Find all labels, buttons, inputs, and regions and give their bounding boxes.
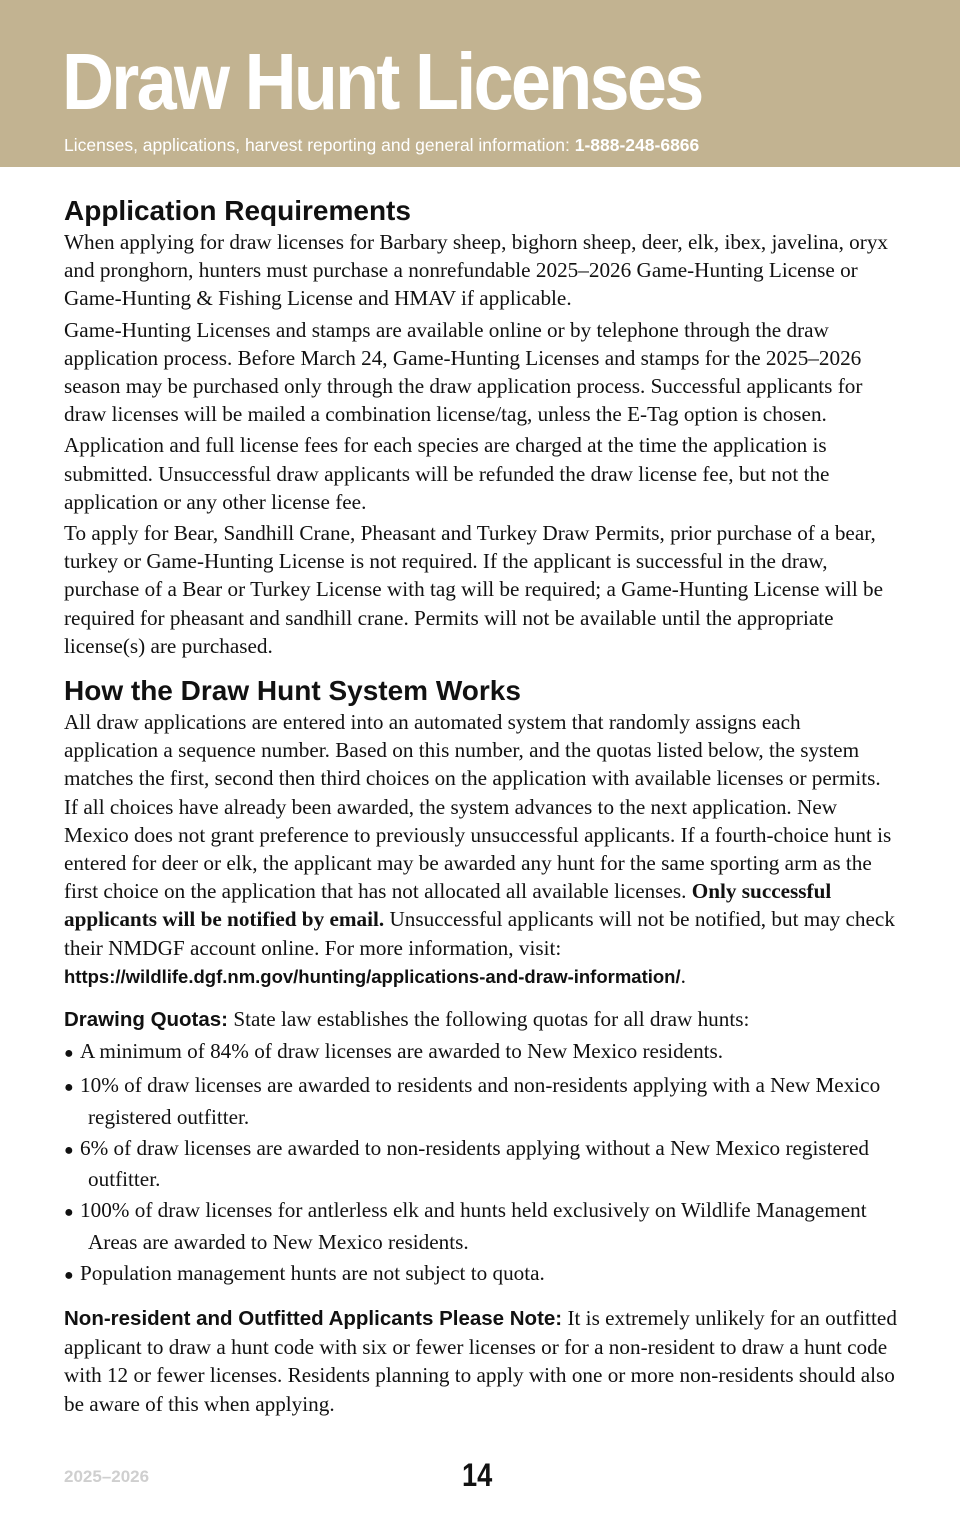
how-bold-notice: Only successful applicants will be notified by email. [64, 879, 832, 932]
how-text-1: All draw applications are entered into an automated system that randomly assigns each application a sequence number. Based on this number, and the quotas listed below, the system matches the first, second then third choices on the application with available licenses or permits. If all choices have already been awarded, the system advances to the next application. New Mexico does not grant preference to previously unsuccessful applicants. If a fourth-choice hunt is entered for deer or elk, the applicant may be awarded any hunt for the same sporting arm as the first choice on the application that has not allocated all available licenses. [64, 710, 892, 904]
drawing-quotas-label: Drawing Quotas: [64, 1008, 229, 1032]
quota-item [64, 1134, 900, 1193]
quota-list [64, 1037, 900, 1290]
bullet-icon: ● [64, 1141, 74, 1159]
how-text-2: Unsuccessful applicants will not be notified, but may check their NMDGF account online. For more information, visit: [64, 907, 895, 960]
footer-year: 2025–2026 [64, 1467, 150, 1486]
subtitle-text: Licenses, applications, harvest reporting and general information: [64, 135, 575, 155]
nonresident-note-text: It is extremely unlikely for an outfitted applicant to draw a hunt code with six or fewer licenses or for a non-resident to draw a hunt code with 12 or fewer licenses. Residents planning to apply with one or more non-residents should also be aware of this when applying. [64, 1305, 897, 1416]
quota-item [64, 1259, 900, 1290]
quota-item-text: A minimum of 84% of draw licenses are awarded to New Mexico residents. [80, 1039, 724, 1064]
draw-info-link[interactable]: https://wildlife.dgf.nm.gov/hunting/applications-and-draw-information/ [64, 965, 681, 987]
bullet-icon: ● [64, 1045, 74, 1063]
nonresident-note-label: Non-resident and Outfitted Applicants Please Note: [64, 1306, 563, 1330]
app-req-paragraph-2: Game-Hunting Licenses and stamps are available online or by telephone through the draw application process. Before March 24, Game-Hunting Licenses and stamps for the 2025–2026 season may be purchased only through the draw application process. Successful applicants for draw licenses will be mailed a combination license/tag, unless the E-Tag option is chosen. [64, 317, 863, 427]
drawing-quotas-text: State law establishes the following quotas for all draw hunts: [228, 1007, 750, 1032]
app-req-paragraph-1: When applying for draw licenses for Barbary sheep, bighorn sheep, deer, elk, ibex, javelina, oryx and pronghorn, hunters must purchase a nonrefundable 2025–2026 Game-Hunting License or Game-Hunting & Fishing License and HMAV if applicable. [64, 230, 889, 311]
how-draw-works-heading: How the Draw Hunt System Works [64, 675, 521, 707]
header-banner [0, 0, 960, 167]
quota-item [64, 1037, 900, 1068]
quota-item-text: 100% of draw licenses for antlerless elk and hunts held exclusively on Wildlife Management Areas are awarded to New Mexico residents. [80, 1198, 867, 1254]
app-req-paragraph-4: To apply for Bear, Sandhill Crane, Pheasant and Turkey Draw Permits, prior purchase of a bear, turkey or Game-Hunting License is not required. If the applicant is successful in the draw, purchase of a Bear or Turkey License with tag will be required; a Game-Hunting License will be required for pheasant and sandhill crane. Permits will not be available until the appropriate license(s) are purchased. [64, 521, 883, 658]
page-title: Draw Hunt Licenses [62, 37, 702, 126]
phone-number: 1-888-248-6866 [574, 135, 700, 155]
bullet-icon: ● [64, 1204, 74, 1222]
drawing-quotas-intro [64, 1005, 900, 1034]
quota-item [64, 1196, 900, 1255]
how-draw-works-paragraph [64, 708, 900, 991]
application-requirements-heading: Application Requirements [64, 195, 411, 226]
how-end: . [680, 963, 686, 988]
bullet-icon: ● [64, 1266, 74, 1284]
page-number: 14 [462, 1457, 493, 1493]
bullet-icon: ● [64, 1079, 74, 1097]
nonresident-note [64, 1304, 900, 1418]
header-subtitle [64, 134, 699, 156]
app-req-paragraph-3: Application and full license fees for each species are charged at the time the application is submitted. Unsuccessful draw applicants will be refunded the draw license fee, but not the application or any other license fee. [64, 433, 830, 514]
quota-item-text: 10% of draw licenses are awarded to residents and non-residents applying with a New Mexico registered outfitter. [80, 1073, 881, 1129]
quota-item-text: 6% of draw licenses are awarded to non-residents applying without a New Mexico registered outfitter. [80, 1135, 869, 1192]
quota-item [64, 1071, 900, 1130]
main-content [64, 194, 900, 1421]
quota-item-text: Population management hunts are not subject to quota. [80, 1260, 545, 1285]
